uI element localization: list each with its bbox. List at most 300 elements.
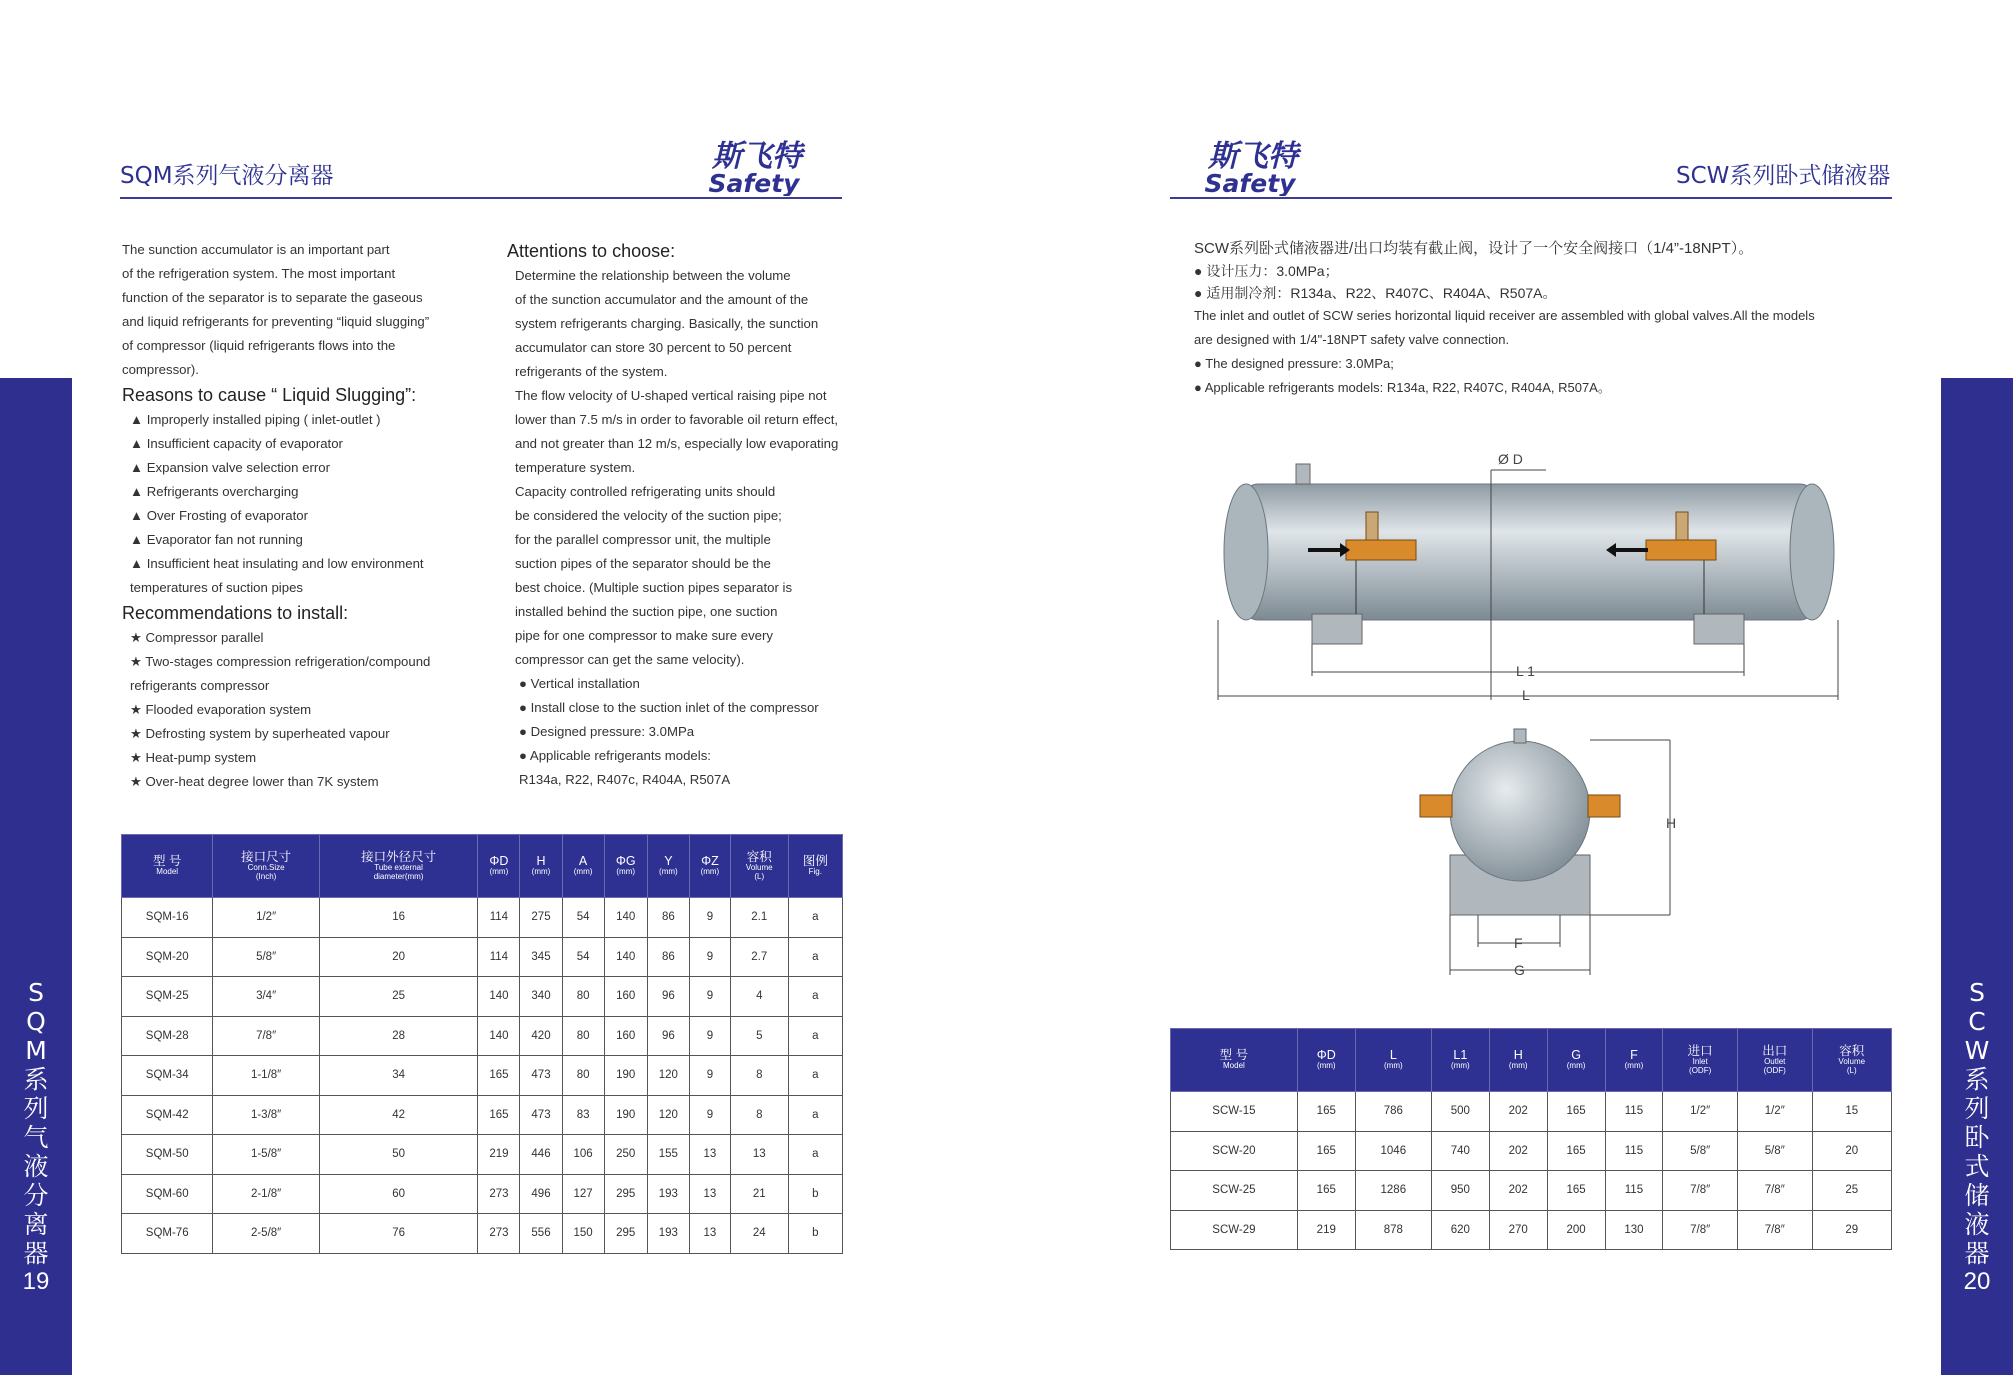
- table-cell: 1286: [1355, 1171, 1431, 1211]
- side-label-char: 列: [23, 1094, 49, 1123]
- table-header-cell: [1605, 1029, 1663, 1092]
- table-cell: 786: [1355, 1092, 1431, 1132]
- table-cell: 500: [1431, 1092, 1489, 1132]
- header-en: (mm): [1624, 1061, 1644, 1070]
- table-cell: 20: [1812, 1131, 1891, 1171]
- table-cell: 190: [604, 1056, 647, 1096]
- table-cell: 160: [604, 977, 647, 1017]
- bullet-cn-2: ● 适用制冷剂：R134a、R22、R407C、R404A、R507A。: [1194, 285, 1557, 301]
- header-cn: 型 号: [152, 854, 182, 868]
- table-cell: 9: [689, 977, 730, 1017]
- reason-item: ▲ Refrigerants overcharging: [130, 484, 299, 499]
- table-cell: SQM-28: [122, 1016, 213, 1056]
- table-cell: a: [788, 1016, 842, 1056]
- table-cell: 21: [730, 1174, 788, 1214]
- table-header-cell: [1663, 1029, 1738, 1092]
- table-cell: 140: [478, 1016, 520, 1056]
- table-cell: 160: [604, 1016, 647, 1056]
- table-cell: 193: [647, 1174, 689, 1214]
- table-cell: 9: [689, 1095, 730, 1135]
- bullet-item: R134a, R22, R407c, R404A, R507A: [519, 772, 731, 787]
- table-row: [122, 1095, 843, 1135]
- reason-item: ▲ Insufficient capacity of evaporator: [130, 436, 343, 451]
- bullet-item: ● Designed pressure: 3.0MPa: [519, 724, 695, 739]
- table-cell: 50: [319, 1135, 478, 1175]
- table-cell: 3/4″: [213, 977, 319, 1017]
- table-cell: 7/8″: [213, 1016, 319, 1056]
- side-label-char: S: [28, 978, 44, 1007]
- header-cn: 型 号: [1219, 1048, 1249, 1062]
- table-cell: 202: [1489, 1171, 1547, 1211]
- table-header-cell: [1431, 1029, 1489, 1092]
- table-header-cell: [788, 835, 842, 898]
- table-cell: 200: [1547, 1210, 1605, 1250]
- table-cell: 165: [478, 1095, 520, 1135]
- left-column-text: [122, 238, 472, 794]
- header-en: (mm): [1316, 1061, 1336, 1070]
- table-cell: 219: [478, 1135, 520, 1175]
- table-cell: 9: [689, 937, 730, 977]
- bullet-en-1: ● The designed pressure: 3.0MPa;: [1194, 356, 1394, 371]
- table-row: [1171, 1210, 1892, 1250]
- side-label-char: S: [1969, 978, 1985, 1007]
- header-en: (mm): [1566, 1061, 1586, 1070]
- table-cell: 165: [1297, 1092, 1355, 1132]
- table-cell: 5: [730, 1016, 788, 1056]
- table-cell: 275: [520, 898, 562, 938]
- table-header-cell: [1812, 1029, 1891, 1092]
- reasons-heading: Reasons to cause “ Liquid Slugging”:: [122, 385, 417, 405]
- table-cell: 340: [520, 977, 562, 1017]
- header-en: (mm): [659, 867, 678, 876]
- table-cell: 1/2″: [1737, 1092, 1812, 1132]
- table-cell: 2.7: [730, 937, 788, 977]
- table-cell: SCW-20: [1171, 1131, 1298, 1171]
- table-cell: 54: [562, 898, 604, 938]
- table-cell: 28: [319, 1016, 478, 1056]
- table-cell: 13: [689, 1174, 730, 1214]
- bullet-cn-1: ● 设计压力：3.0MPa；: [1194, 263, 1339, 279]
- header-en: Model: [1223, 1061, 1245, 1070]
- table-cell: 115: [1605, 1171, 1663, 1211]
- header-cn: H: [536, 854, 546, 868]
- header-cn: 容积: [1839, 1043, 1865, 1058]
- reason-item: ▲ Insufficient heat insulating and low environment: [130, 556, 424, 571]
- bullet-en-2: ● Applicable refrigerants models: R134a, R22, R407C, R404A, R507A。: [1194, 380, 1611, 395]
- side-label-char: 储: [1964, 1181, 1990, 1210]
- table-cell: a: [788, 898, 842, 938]
- side-label-char: 系: [1964, 1065, 1990, 1094]
- table-cell: 60: [319, 1174, 478, 1214]
- table-cell: 420: [520, 1016, 562, 1056]
- table-cell: 446: [520, 1135, 562, 1175]
- right-side-label: [1941, 978, 2013, 1268]
- right-page: [1006, 0, 2013, 1375]
- header-cn: L: [1389, 1048, 1397, 1062]
- table-cell: 25: [1812, 1171, 1891, 1211]
- table-cell: SQM-60: [122, 1174, 213, 1214]
- table-cell: 120: [647, 1095, 689, 1135]
- scw-intro: [1194, 238, 1954, 400]
- table-cell: 473: [520, 1095, 562, 1135]
- table-cell: SQM-76: [122, 1214, 213, 1254]
- side-label-char: 列: [1964, 1094, 1990, 1123]
- table-cell: 193: [647, 1214, 689, 1254]
- attention-line: Determine the relationship between the volume: [515, 268, 791, 283]
- table-header-cell: [604, 835, 647, 898]
- table-cell: 1-5/8″: [213, 1135, 319, 1175]
- scw-spec-table: [1170, 1028, 1892, 1250]
- table-cell: 556: [520, 1214, 562, 1254]
- header-cn: ΦG: [615, 854, 636, 868]
- reason-item: ▲ Over Frosting of evaporator: [130, 508, 308, 523]
- dim-label-l: L: [1522, 687, 1530, 703]
- header-en: (mm): [700, 867, 720, 876]
- header-cn: ΦZ: [701, 854, 719, 868]
- header-en2: (ODF): [1689, 1065, 1712, 1075]
- table-cell: 155: [647, 1135, 689, 1175]
- table-cell: 15: [1812, 1092, 1891, 1132]
- table-cell: 950: [1431, 1171, 1489, 1211]
- table-cell: 295: [604, 1214, 647, 1254]
- table-cell: 80: [562, 1016, 604, 1056]
- table-header-cell: [562, 835, 604, 898]
- header-cn: 进口: [1687, 1043, 1713, 1058]
- table-cell: 496: [520, 1174, 562, 1214]
- table-cell: 54: [562, 937, 604, 977]
- table-cell: 878: [1355, 1210, 1431, 1250]
- table-cell: 165: [1547, 1171, 1605, 1211]
- table-cell: 140: [604, 937, 647, 977]
- table-cell: 29: [1812, 1210, 1891, 1250]
- header-en: Outlet: [1764, 1056, 1786, 1066]
- recommendation-item: ★ Two-stages compression refrigeration/compound: [130, 654, 431, 669]
- table-row: [122, 1214, 843, 1254]
- table-cell: 130: [1605, 1210, 1663, 1250]
- table-cell: 106: [562, 1135, 604, 1175]
- table-cell: 202: [1489, 1131, 1547, 1171]
- attention-line: refrigerants of the system.: [515, 364, 668, 379]
- table-cell: a: [788, 1135, 842, 1175]
- attention-line: be considered the velocity of the suction pipe;: [515, 508, 782, 523]
- bullet-item: ● Vertical installation: [519, 676, 640, 691]
- table-cell: 8: [730, 1056, 788, 1096]
- table-cell: 25: [319, 977, 478, 1017]
- table-cell: SQM-25: [122, 977, 213, 1017]
- dim-label-l1: L 1: [1516, 663, 1535, 679]
- attention-line: suction pipes of the separator should be the: [515, 556, 771, 571]
- table-header-cell: [730, 835, 788, 898]
- attention-line: compressor can get the same velocity).: [515, 652, 745, 667]
- left-page-number: 19: [22, 1268, 50, 1295]
- recommendation-item: ★ Compressor parallel: [130, 630, 264, 645]
- reason-item: ▲ Evaporator fan not running: [130, 532, 303, 547]
- table-cell: 1/2″: [1663, 1092, 1738, 1132]
- attention-line: pipe for one compressor to make sure every: [515, 628, 774, 643]
- header-cn: ΦD: [489, 854, 509, 868]
- attention-line: of the sunction accumulator and the amount of the: [515, 292, 809, 307]
- table-cell: 5/8″: [1737, 1131, 1812, 1171]
- recommend-heading: Recommendations to install:: [122, 603, 349, 623]
- table-cell: 7/8″: [1663, 1171, 1738, 1211]
- table-cell: 7/8″: [1737, 1210, 1812, 1250]
- header-cn: 出口: [1762, 1043, 1788, 1058]
- table-cell: 96: [647, 1016, 689, 1056]
- dim-label-h: H: [1666, 815, 1677, 831]
- table-cell: 86: [647, 898, 689, 938]
- table-cell: 2.1: [730, 898, 788, 938]
- table-header-cell: [1171, 1029, 1298, 1092]
- table-cell: 13: [730, 1135, 788, 1175]
- table-cell: 5/8″: [1663, 1131, 1738, 1171]
- table-cell: 165: [1297, 1131, 1355, 1171]
- header-en2: (L): [1846, 1065, 1857, 1075]
- table-row: [122, 1016, 843, 1056]
- attention-line: for the parallel compressor unit, the multiple: [515, 532, 771, 547]
- intro-line: function of the separator is to separate the gaseous: [122, 290, 423, 305]
- table-cell: 80: [562, 977, 604, 1017]
- sqm-spec-table: [121, 834, 843, 1254]
- table-cell: 1-3/8″: [213, 1095, 319, 1135]
- table-header-cell: [647, 835, 689, 898]
- intro-line: of compressor (liquid refrigerants flows into the: [122, 338, 396, 353]
- table-cell: a: [788, 1095, 842, 1135]
- table-cell: a: [788, 977, 842, 1017]
- left-sidebar: [0, 378, 72, 1375]
- table-row: [1171, 1092, 1892, 1132]
- table-header-cell: [478, 835, 520, 898]
- table-cell: 165: [478, 1056, 520, 1096]
- header-cn: L1: [1453, 1048, 1468, 1062]
- intro-en-2: are designed with 1/4"-18NPT safety valve connection.: [1194, 332, 1510, 347]
- table-cell: 150: [562, 1214, 604, 1254]
- attentions-heading: Attentions to choose:: [507, 241, 676, 261]
- side-label-char: 卧: [1964, 1123, 1990, 1152]
- dim-label-f: F: [1514, 935, 1523, 951]
- table-cell: 140: [604, 898, 647, 938]
- left-page: [0, 0, 1006, 1375]
- table-cell: 7/8″: [1737, 1171, 1812, 1211]
- table-cell: SCW-15: [1171, 1092, 1298, 1132]
- intro-line: compressor).: [122, 362, 199, 377]
- side-label-char: Q: [26, 1007, 46, 1036]
- header-cn: 容积: [746, 849, 772, 864]
- table-header-cell: [520, 835, 562, 898]
- side-label-char: 离: [23, 1210, 49, 1239]
- table-cell: 9: [689, 898, 730, 938]
- table-cell: 740: [1431, 1131, 1489, 1171]
- table-cell: 5/8″: [213, 937, 319, 977]
- header-cn: Y: [664, 854, 673, 868]
- bullet-item: ● Applicable refrigerants models:: [519, 748, 711, 763]
- table-cell: 13: [689, 1214, 730, 1254]
- table-cell: 34: [319, 1056, 478, 1096]
- table-row: [1171, 1171, 1892, 1211]
- attention-line: accumulator can store 30 percent to 50 percent: [515, 340, 792, 355]
- intro-en-1: The inlet and outlet of SCW series horizontal liquid receiver are assembled with global valves.All the models: [1194, 308, 1815, 323]
- header-en2: diameter(mm): [373, 871, 424, 881]
- header-en: Model: [156, 867, 179, 876]
- attention-line: best choice. (Multiple suction pipes separator is: [515, 580, 793, 595]
- table-row: [122, 977, 843, 1017]
- table-cell: 4: [730, 977, 788, 1017]
- table-cell: 20: [319, 937, 478, 977]
- table-header-cell: [1489, 1029, 1547, 1092]
- intro-line: and liquid refrigerants for preventing “liquid slugging”: [122, 314, 430, 329]
- reason-item: ▲ Expansion valve selection error: [130, 460, 330, 475]
- logo-en: Safety: [1204, 169, 1296, 196]
- table-cell: 1046: [1355, 1131, 1431, 1171]
- table-cell: 24: [730, 1214, 788, 1254]
- table-cell: b: [788, 1214, 842, 1254]
- header-en: Fig.: [808, 867, 822, 876]
- intro-line: of the refrigeration system. The most important: [122, 266, 396, 281]
- table-cell: SQM-34: [122, 1056, 213, 1096]
- bullet-item: ● Install close to the suction inlet of the compressor: [519, 700, 819, 715]
- recommendation-item: ★ Over-heat degree lower than 7K system: [130, 774, 379, 789]
- side-label-char: 器: [23, 1239, 49, 1268]
- recommendation-item: refrigerants compressor: [130, 678, 270, 693]
- table-cell: 115: [1605, 1092, 1663, 1132]
- attention-line: temperature system.: [515, 460, 636, 475]
- attention-line: and not greater than 12 m/s, especially low evaporating: [515, 436, 839, 451]
- header-cn: H: [1513, 1048, 1523, 1062]
- table-cell: 120: [647, 1056, 689, 1096]
- table-cell: 345: [520, 937, 562, 977]
- table-header-cell: [689, 835, 730, 898]
- side-label-char: M: [25, 1036, 47, 1065]
- table-cell: 16: [319, 898, 478, 938]
- table-row: [122, 1174, 843, 1214]
- table-cell: 165: [1547, 1131, 1605, 1171]
- side-label-char: 式: [1964, 1152, 1990, 1181]
- table-header-cell: [213, 835, 319, 898]
- header-en: Tube external: [374, 862, 423, 872]
- header-cn: G: [1571, 1048, 1581, 1062]
- right-header-title: SCW系列卧式储液器: [1676, 163, 1891, 189]
- header-en: Volume: [1838, 1056, 1866, 1066]
- right-header-rule: [1170, 197, 1892, 199]
- logo-cn: 斯飞特: [1208, 139, 1298, 174]
- table-cell: SQM-20: [122, 937, 213, 977]
- header-en: (mm): [1451, 1061, 1470, 1070]
- dim-label-d: Ø D: [1498, 451, 1523, 467]
- table-cell: SCW-29: [1171, 1210, 1298, 1250]
- attention-line: installed behind the suction pipe, one suction: [515, 604, 778, 619]
- table-cell: 2-1/8″: [213, 1174, 319, 1214]
- table-cell: 273: [478, 1174, 520, 1214]
- intro-cn: SCW系列卧式储液器进/出口均装有截止阀，设计了一个安全阀接口（1/4”-18NPT）。: [1194, 240, 1754, 257]
- header-en: (mm): [489, 867, 509, 876]
- table-cell: 86: [647, 937, 689, 977]
- header-en: (mm): [573, 867, 593, 876]
- table-cell: 83: [562, 1095, 604, 1135]
- header-en2: (L): [754, 871, 765, 881]
- table-cell: a: [788, 937, 842, 977]
- table-cell: 473: [520, 1056, 562, 1096]
- table-cell: 295: [604, 1174, 647, 1214]
- right-column-text: [507, 238, 867, 792]
- table-cell: 270: [1489, 1210, 1547, 1250]
- table-cell: 219: [1297, 1210, 1355, 1250]
- logo-en: Safety: [708, 169, 800, 196]
- attention-line: The flow velocity of U-shaped vertical raising pipe not: [515, 388, 827, 403]
- table-cell: 80: [562, 1056, 604, 1096]
- recommendation-item: ★ Heat-pump system: [130, 750, 257, 765]
- attention-line: Capacity controlled refrigerating units should: [515, 484, 776, 499]
- table-cell: 165: [1297, 1171, 1355, 1211]
- dim-label-g: G: [1514, 962, 1525, 978]
- table-cell: SQM-16: [122, 898, 213, 938]
- header-en: Volume: [745, 862, 773, 872]
- table-cell: 1/2″: [213, 898, 319, 938]
- header-cn: 图例: [802, 854, 828, 868]
- table-cell: 1-1/8″: [213, 1056, 319, 1096]
- tank-side-view: [1216, 450, 1856, 710]
- intro-line: The sunction accumulator is an important part: [122, 242, 390, 257]
- logo: [672, 138, 842, 196]
- header-cn: F: [1630, 1048, 1638, 1062]
- table-header-cell: [1297, 1029, 1355, 1092]
- header-en: Conn.Size: [247, 862, 285, 872]
- right-page-number: 20: [1963, 1268, 1991, 1295]
- logo-cn: 斯飞特: [712, 139, 802, 174]
- table-row: [122, 937, 843, 977]
- table-cell: 9: [689, 1056, 730, 1096]
- table-row: [1171, 1131, 1892, 1171]
- side-label-char: 液: [23, 1152, 49, 1181]
- table-cell: 2-5/8″: [213, 1214, 319, 1254]
- table-cell: b: [788, 1174, 842, 1214]
- table-cell: 115: [1605, 1131, 1663, 1171]
- reason-item: ▲ Improperly installed piping ( inlet-outlet ): [130, 412, 381, 427]
- table-cell: 165: [1547, 1092, 1605, 1132]
- table-cell: 202: [1489, 1092, 1547, 1132]
- logo: [1168, 138, 1338, 196]
- table-cell: 96: [647, 977, 689, 1017]
- table-cell: 13: [689, 1135, 730, 1175]
- table-cell: 620: [1431, 1210, 1489, 1250]
- attention-line: lower than 7.5 m/s in order to favorable oil return effect,: [515, 412, 839, 427]
- left-header-rule: [120, 197, 842, 199]
- table-cell: SQM-42: [122, 1095, 213, 1135]
- table-header-cell: [1355, 1029, 1431, 1092]
- recommendation-item: ★ Defrosting system by superheated vapour: [130, 726, 390, 741]
- left-header-title: SQM系列气液分离器: [120, 163, 334, 189]
- header-en2: (ODF): [1763, 1065, 1786, 1075]
- side-label-char: 液: [1964, 1210, 1990, 1239]
- header-cn: 接口尺寸: [241, 849, 292, 864]
- side-label-char: 气: [23, 1123, 49, 1152]
- table-header-cell: [319, 835, 478, 898]
- header-cn: A: [578, 854, 588, 868]
- table-row: [122, 1135, 843, 1175]
- table-cell: 114: [478, 898, 520, 938]
- table-cell: 140: [478, 977, 520, 1017]
- table-cell: 114: [478, 937, 520, 977]
- header-en: (mm): [1383, 1061, 1403, 1070]
- side-label-char: W: [1964, 1036, 1990, 1065]
- table-cell: 190: [604, 1095, 647, 1135]
- table-cell: 250: [604, 1135, 647, 1175]
- header-en: Inlet: [1692, 1056, 1708, 1066]
- table-cell: 273: [478, 1214, 520, 1254]
- recommendation-item: ★ Flooded evaporation system: [130, 702, 312, 717]
- table-row: [122, 1056, 843, 1096]
- table-cell: 42: [319, 1095, 478, 1135]
- table-cell: 8: [730, 1095, 788, 1135]
- table-cell: SQM-50: [122, 1135, 213, 1175]
